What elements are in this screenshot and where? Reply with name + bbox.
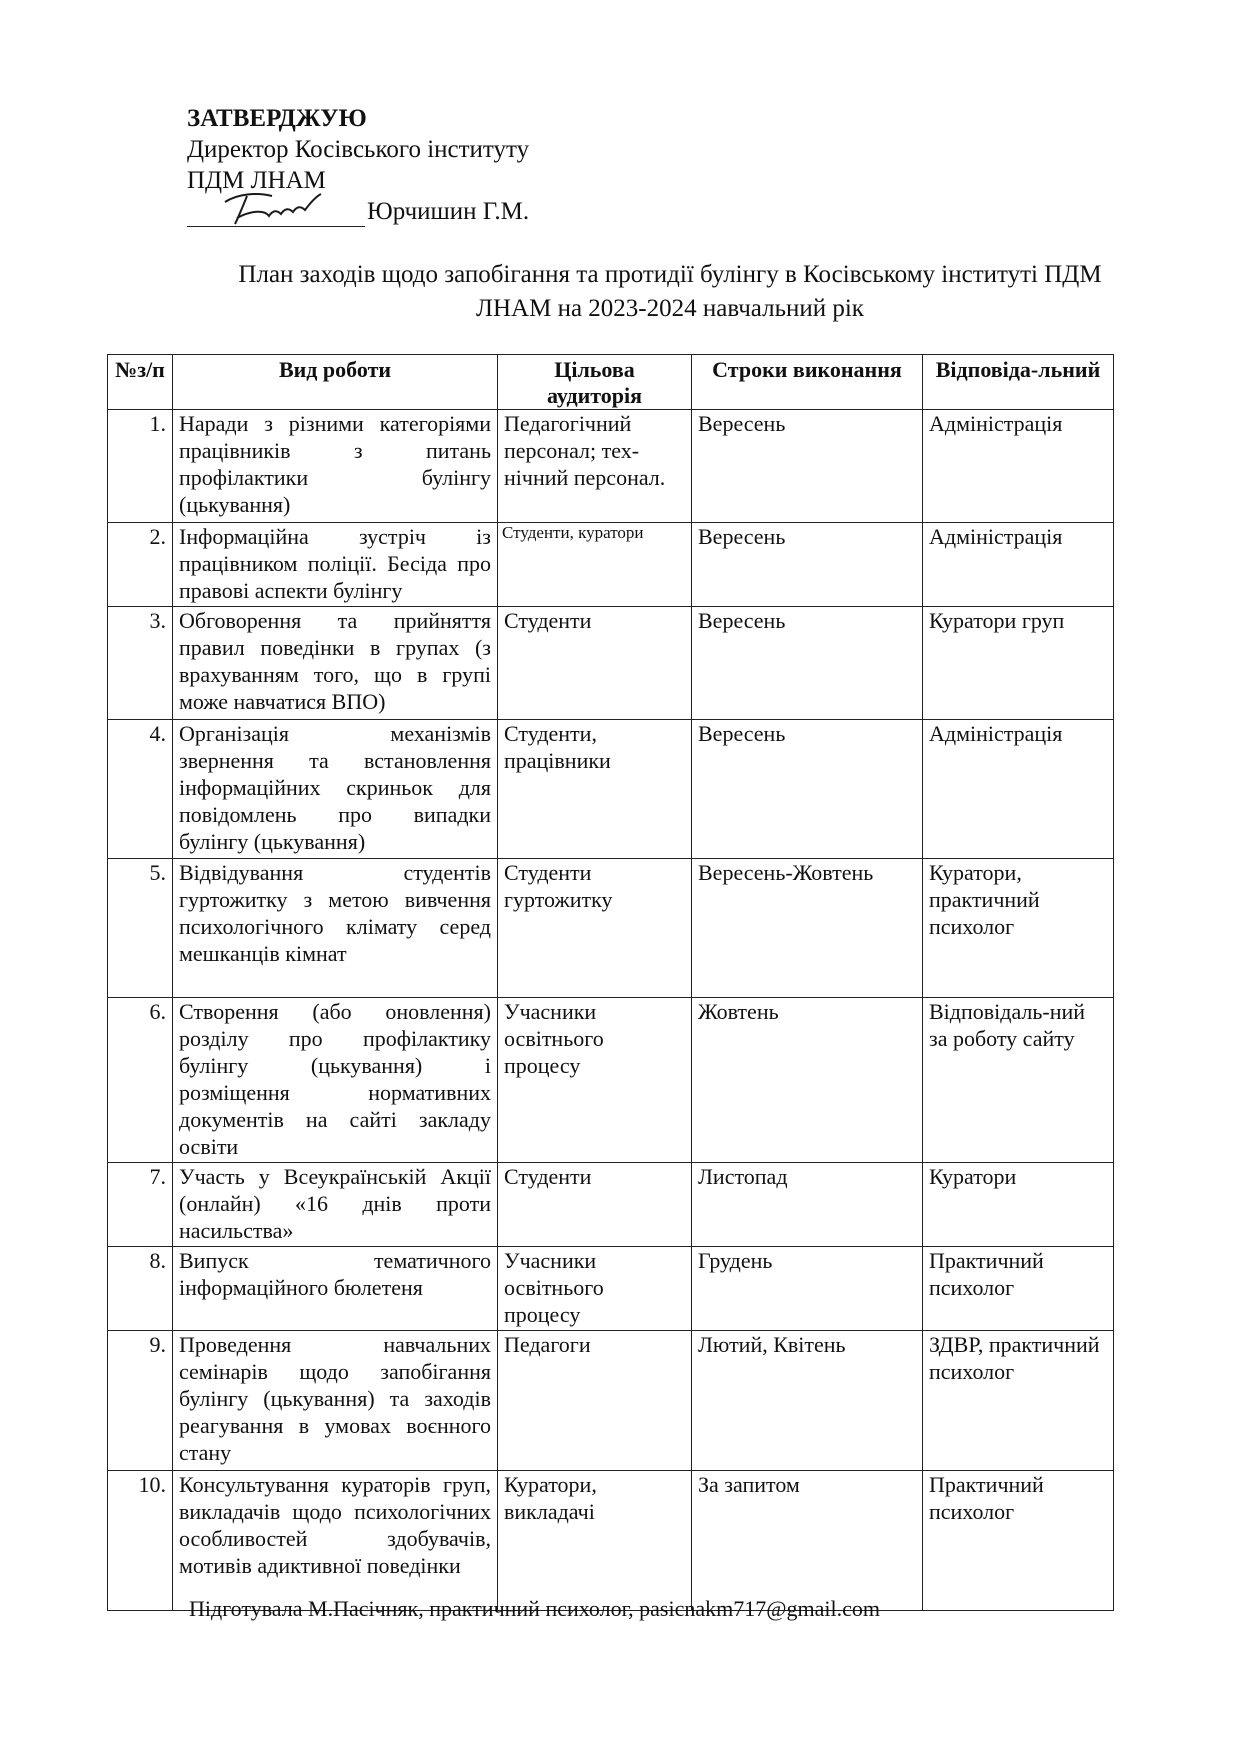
table-row <box>108 1163 1114 1247</box>
table-row <box>108 607 1114 720</box>
signature-line <box>187 198 365 227</box>
title-line2: ЛНАМ на 2023-2024 навчальний рік <box>476 295 864 322</box>
approval-heading: ЗАТВЕРДЖУЮ <box>187 105 367 132</box>
row-number: 10. <box>108 1471 173 1611</box>
row-work: Проведення навчальних семінарів щодо запобігання булінгу (цькування) та заходів реагування в умовах воєнного стану <box>173 1331 498 1471</box>
row-responsible: Куратори, практичний психолог <box>923 859 1114 998</box>
table-row <box>108 1471 1114 1611</box>
row-work: Участь у Всеукраїнській Акції (онлайн) «16 днів проти насильства» <box>173 1163 498 1247</box>
row-work: Випуск тематичного інформаційного бюлетеня <box>173 1247 498 1331</box>
header-term: Строки виконання <box>692 355 923 410</box>
row-number: 7. <box>108 1163 173 1247</box>
row-term: Вересень <box>692 720 923 859</box>
row-term: Лютий, Квітень <box>692 1331 923 1471</box>
row-responsible: Відповідаль-ний за роботу сайту <box>923 998 1114 1163</box>
row-number: 3. <box>108 607 173 720</box>
row-work: Наради з різними категоріями працівників з питань профілактики булінгу (цькування) <box>173 410 498 523</box>
table-row <box>108 859 1114 998</box>
title-line1: План заходів щодо запобігання та протидії булінгу в Косівському інституті ПДМ <box>238 261 1102 288</box>
row-audience: Педагогічний персонал; тех-нічний персонал. <box>498 410 692 523</box>
row-term: За запитом <box>692 1471 923 1611</box>
row-audience: Студенти, куратори <box>498 523 692 607</box>
row-number: 2. <box>108 523 173 607</box>
row-responsible: ЗДВР, практичний психолог <box>923 1331 1114 1471</box>
row-audience: Студенти, працівники <box>498 720 692 859</box>
table-row <box>108 1247 1114 1331</box>
row-work: Обговорення та прийняття правил поведінки в групах (з врахуванням того, що в групі може навчатися ВПО) <box>173 607 498 720</box>
row-responsible: Практичний психолог <box>923 1471 1114 1611</box>
row-number: 5. <box>108 859 173 998</box>
approval-block <box>187 103 529 227</box>
table-row <box>108 1331 1114 1471</box>
row-responsible: Практичний психолог <box>923 1247 1114 1331</box>
row-audience: Студенти <box>498 607 692 720</box>
signer-name: Юрчишин Г.М. <box>367 198 530 225</box>
row-audience: Педагоги <box>498 1331 692 1471</box>
row-responsible: Адміністрація <box>923 410 1114 523</box>
approval-position-line2: ПДМ ЛНАМ <box>187 167 326 194</box>
row-work: Інформаційна зустріч із працівником поліції. Бесіда про правові аспекти булінгу <box>173 523 498 607</box>
row-work: Створення (або оновлення) розділу про профілактику булінгу (цькування) і розміщення нормативних документів на сайті закладу освіти <box>173 998 498 1163</box>
row-responsible: Адміністрація <box>923 720 1114 859</box>
row-number: 1. <box>108 410 173 523</box>
row-term: Грудень <box>692 1247 923 1331</box>
row-term: Вересень <box>692 410 923 523</box>
table-row <box>108 410 1114 523</box>
document-title <box>150 258 1190 326</box>
table-row <box>108 998 1114 1163</box>
row-number: 4. <box>108 720 173 859</box>
row-work: Відвідування студентів гуртожитку з метою вивчення психологічного клімату серед мешканців кімнат <box>173 859 498 998</box>
row-work: Організація механізмів звернення та встановлення інформаційних скриньок для повідомлень про випадки булінгу (цькування) <box>173 720 498 859</box>
row-term: Жовтень <box>692 998 923 1163</box>
header-work: Вид роботи <box>173 355 498 410</box>
row-audience: Студенти <box>498 1163 692 1247</box>
signature-row <box>187 196 529 227</box>
prepared-by-footer: Підготувала М.Пасічняк, практичний психолог, pasicnakm717@gmail.com <box>189 1596 880 1621</box>
row-term: Вересень <box>692 607 923 720</box>
plan-table <box>107 354 1114 1611</box>
header-number: №з/п <box>108 355 173 410</box>
row-term: Листопад <box>692 1163 923 1247</box>
row-term: Вересень-Жовтень <box>692 859 923 998</box>
row-responsible: Адміністрація <box>923 523 1114 607</box>
header-audience: Цільова аудиторія <box>498 355 692 410</box>
table-row <box>108 523 1114 607</box>
row-audience: Учасники освітнього процесу <box>498 1247 692 1331</box>
approval-position-line1: Директор Косівського інституту <box>187 136 530 163</box>
table-header-row <box>108 355 1114 410</box>
row-number: 6. <box>108 998 173 1163</box>
row-responsible: Куратори груп <box>923 607 1114 720</box>
handwritten-signature <box>217 188 327 228</box>
row-term: Вересень <box>692 523 923 607</box>
row-number: 8. <box>108 1247 173 1331</box>
header-responsible: Відповіда-льний <box>923 355 1114 410</box>
row-number: 9. <box>108 1331 173 1471</box>
row-audience: Куратори, викладачі <box>498 1471 692 1611</box>
row-audience: Студенти гуртожитку <box>498 859 692 998</box>
table-row <box>108 720 1114 859</box>
row-work: Консультування кураторів груп, викладачів щодо психологічних особливостей здобувачів, мотивів адиктивної поведінки <box>173 1471 498 1611</box>
row-responsible: Куратори <box>923 1163 1114 1247</box>
row-audience: Учасники освітнього процесу <box>498 998 692 1163</box>
